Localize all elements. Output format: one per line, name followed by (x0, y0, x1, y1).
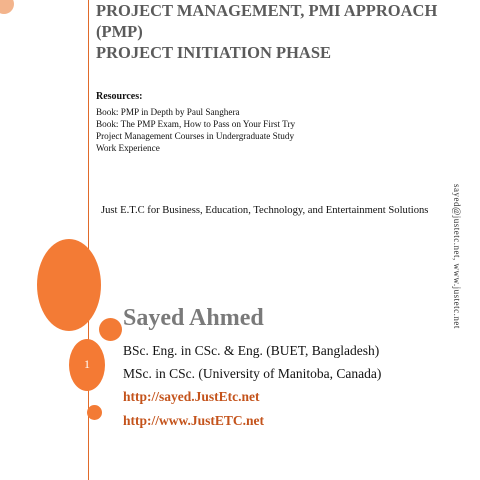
resource-item: Book: The PMP Exam, How to Pass on Your First Try (96, 119, 296, 129)
decorative-circle-small (87, 405, 102, 420)
decorative-circle-large (37, 239, 101, 331)
slide-title (96, 0, 456, 63)
author-degree-2: MSc. in CSc. (University of Manitoba, Canada) (123, 366, 382, 381)
tagline: Just E.T.C for Business, Education, Technology, and Entertainment Solutions (101, 205, 429, 216)
vertical-contact (452, 184, 472, 364)
resource-item: Project Management Courses in Undergraduate Study (96, 131, 295, 141)
author-link-1[interactable]: http://sayed.JustEtc.net (123, 389, 260, 404)
author-degree-1: BSc. Eng. in CSc. & Eng. (BUET, Bangladesh) (123, 343, 380, 358)
resource-item: Work Experience (96, 143, 160, 153)
resource-item: Book: PMP in Depth by Paul Sanghera (96, 107, 240, 117)
decorative-circle-top (0, 0, 14, 14)
slide-number: 1 (84, 357, 90, 371)
vertical-contact-text: sayed@justetc.net, www.justetc.net (452, 184, 462, 329)
title-line-3: PROJECT INITIATION PHASE (96, 43, 332, 62)
decorative-circle-medium (99, 318, 122, 341)
resources-heading: Resources: (96, 91, 143, 102)
author-link-2[interactable]: http://www.JustETC.net (123, 413, 265, 428)
author-name: Sayed Ahmed (123, 305, 264, 331)
title-line-2: (PMP) (96, 22, 143, 41)
title-line-1: PROJECT MANAGEMENT, PMI APPROACH (96, 1, 438, 20)
resources-block (96, 91, 436, 154)
